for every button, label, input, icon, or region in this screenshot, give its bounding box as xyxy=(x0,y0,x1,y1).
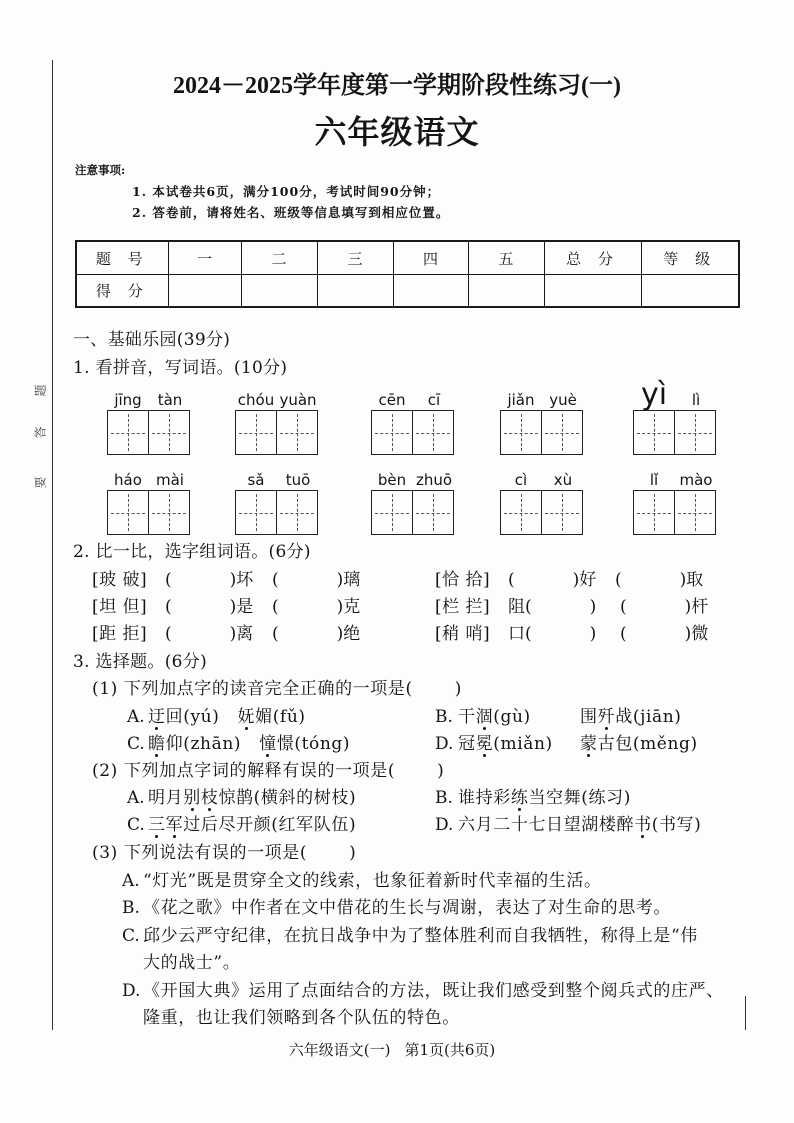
blank-prefix: ( xyxy=(272,624,279,644)
option-word: 围歼战(jiān) xyxy=(580,707,682,727)
emphasis-dot-char: 瞻 xyxy=(148,734,166,754)
writing-box xyxy=(371,490,413,535)
option-text: “灯光”既是贯穿全文的线索，也象征着新时代幸福的生活。 xyxy=(143,871,602,891)
emphasis-dot-char: 书 xyxy=(634,815,652,835)
compare-item xyxy=(92,622,360,646)
writing-box xyxy=(633,410,675,455)
option-label: D. xyxy=(435,734,454,754)
emphasis-dot-char: 歼 xyxy=(597,707,616,727)
question-title: 1. 看拼音，写词语。(10分) xyxy=(73,358,288,378)
option-b xyxy=(435,786,631,810)
writing-box xyxy=(276,410,318,455)
emphasis-dot-char: 三 xyxy=(148,815,166,835)
pinyin-syllable: chóu xyxy=(237,391,275,409)
pinyin-word xyxy=(235,386,319,455)
pinyin-syllable: yuè xyxy=(549,391,577,409)
score-table-header: 四 xyxy=(393,241,468,275)
pinyin-word xyxy=(500,386,584,455)
emphasis-dot-char: 妩 xyxy=(237,707,256,727)
pinyin-syllable: sǎ xyxy=(247,471,265,489)
pinyin-syllable: bèn xyxy=(377,471,407,489)
stem-text: (3) 下列说法有误的一项是( xyxy=(92,843,308,863)
score-table-header: 五 xyxy=(468,241,544,275)
char-pair: [距 拒] xyxy=(92,624,148,644)
emphasis-dot-char: 涸 xyxy=(475,707,494,727)
writing-box xyxy=(148,410,190,455)
pinyin-syllable: zhuō xyxy=(415,471,453,489)
option-text: 明月别枝惊鹊(横斜的树枝) xyxy=(148,788,357,808)
blank-suffix: )杆 xyxy=(684,597,709,617)
blank-suffix: )好 xyxy=(572,570,597,590)
writing-box xyxy=(500,490,542,535)
score-table-header: 等 级 xyxy=(641,241,739,275)
char-pair: [坦 但] xyxy=(92,597,148,617)
blank-suffix: )坏 xyxy=(229,570,254,590)
compare-item xyxy=(92,568,360,592)
stem-text: (1) 下列加点字的读音完全正确的一项是( xyxy=(92,679,413,699)
char-pair: [玻 破] xyxy=(92,570,148,590)
option-c xyxy=(127,813,356,837)
page-number: 第1页(共6页) xyxy=(404,1041,496,1059)
stem-close: ) xyxy=(349,843,357,863)
seal-line-char: 题 xyxy=(33,384,48,397)
emphasis-dot-char: 憧 xyxy=(259,734,277,754)
score-table-header: 二 xyxy=(241,241,317,275)
score-table-score-row xyxy=(76,275,739,308)
stem-close: ) xyxy=(437,761,445,781)
pinyin-syllable: yuàn xyxy=(279,391,317,409)
option-text: 邱少云严守纪律，在抗日战争中为了整体胜利而自我牺牲，称得上是“伟 xyxy=(143,926,698,946)
blank-suffix: )微 xyxy=(684,624,709,644)
score-table-header: 总 分 xyxy=(544,241,641,275)
blank-suffix: )取 xyxy=(679,570,704,590)
option-b xyxy=(122,896,671,920)
writing-box xyxy=(412,490,454,535)
pinyin-syllable: cì xyxy=(514,471,528,489)
sub-question-stem xyxy=(92,759,444,783)
option-text: 《花之歌》中作者在文中借花的生长与凋谢，表达了对生命的思考。 xyxy=(143,898,671,918)
blank-suffix: )是 xyxy=(229,597,254,617)
option-label: D. xyxy=(122,981,141,1001)
seal-line-char: 要 xyxy=(33,476,48,489)
pinyin-syllable: lǐ xyxy=(649,471,659,489)
option-text: 谁持彩练当空舞(练习) xyxy=(458,788,631,808)
option-label: B. xyxy=(435,707,453,727)
pinyin-syllable: mào xyxy=(679,471,713,489)
exam-title: 2024－2025学年度第一学期阶段性练习(一) xyxy=(173,73,621,99)
pinyin-syllable: lì xyxy=(691,391,701,409)
score-cell xyxy=(241,275,317,308)
seal-line xyxy=(52,60,53,1030)
pinyin-word xyxy=(235,466,319,535)
option-b xyxy=(435,705,682,729)
option-d xyxy=(122,979,724,1003)
option-label: C. xyxy=(122,926,140,946)
pinyin-syllable: cī xyxy=(427,391,441,409)
writing-box xyxy=(500,410,542,455)
writing-box xyxy=(107,490,149,535)
option-word: 妩媚(fǔ) xyxy=(237,707,306,727)
option-d xyxy=(435,732,698,756)
option-c xyxy=(122,924,698,948)
writing-box xyxy=(371,410,413,455)
notice-item: 2. 答卷前，请将姓名、班级等信息填写到相应位置。 xyxy=(132,205,450,220)
score-table-header: 一 xyxy=(168,241,241,275)
blank-suffix: )绝 xyxy=(336,624,361,644)
score-table-header: 题 号 xyxy=(76,241,168,275)
option-c xyxy=(127,732,350,756)
stem-text: (2) 下列加点字词的解释有误的一项是( xyxy=(92,761,396,781)
blank-suffix: ) xyxy=(589,624,597,644)
sub-question-stem xyxy=(92,677,462,701)
seal-line-char: 答 xyxy=(33,426,48,439)
sub-question-stem xyxy=(92,841,356,865)
score-cell xyxy=(468,275,544,308)
compare-item xyxy=(435,568,703,592)
blank-suffix: )璃 xyxy=(336,570,361,590)
pinyin-syllable: tuō xyxy=(285,471,311,489)
option-label: B. xyxy=(435,788,453,808)
blank-prefix: 阻( xyxy=(508,597,532,617)
option-word: 瞻仰(zhān) xyxy=(148,734,242,754)
writing-box xyxy=(107,410,149,455)
pinyin-word xyxy=(371,466,455,535)
score-cell xyxy=(317,275,393,308)
char-pair: [恰 拾] xyxy=(435,570,491,590)
pinyin-syllable: yì xyxy=(640,377,668,412)
emphasis-dot-char: 冕 xyxy=(475,734,494,754)
footer-subject: 六年级语文(一) xyxy=(288,1041,391,1059)
section-title: 一、基础乐园(39分) xyxy=(73,330,231,350)
blank-prefix: ( xyxy=(165,624,172,644)
writing-box xyxy=(412,410,454,455)
option-label: B. xyxy=(122,898,140,918)
emphasis-dot-char: 别 xyxy=(183,788,201,808)
writing-box xyxy=(148,490,190,535)
pinyin-word xyxy=(500,466,584,535)
option-d-continued: 隆重，也让我们领略到各个队伍的特色。 xyxy=(143,1008,460,1028)
subject-title: 六年级语文 xyxy=(314,113,480,151)
blank-prefix: ( xyxy=(508,570,515,590)
pinyin-syllable: háo xyxy=(114,471,142,489)
writing-box xyxy=(674,410,716,455)
option-label: C. xyxy=(127,734,145,754)
pinyin-word xyxy=(107,386,191,455)
emphasis-dot-char: 军 xyxy=(165,815,184,835)
score-table xyxy=(75,240,740,308)
writing-box xyxy=(674,490,716,535)
pinyin-syllable: xù xyxy=(553,471,573,489)
option-c-continued: 大的战士”。 xyxy=(143,953,241,973)
pinyin-syllable: cēn xyxy=(378,391,406,409)
option-word: 迂回(yú) xyxy=(148,707,220,727)
score-cell xyxy=(168,275,241,308)
option-d xyxy=(435,813,701,837)
compare-item xyxy=(92,595,360,619)
option-word: 蒙古包(měng) xyxy=(580,734,698,754)
blank-suffix: )克 xyxy=(336,597,361,617)
writing-box xyxy=(633,490,675,535)
option-a xyxy=(122,869,602,893)
score-row-label: 得 分 xyxy=(76,275,168,308)
option-label: D. xyxy=(435,815,454,835)
pinyin-word xyxy=(371,386,455,455)
option-label: C. xyxy=(127,815,145,835)
blank-prefix: ( xyxy=(272,597,279,617)
pinyin-syllable: jiǎn xyxy=(507,391,535,409)
emphasis-dot-char: 迂 xyxy=(148,707,166,727)
emphasis-dot-char: 练 xyxy=(510,788,529,808)
score-table-header-row xyxy=(76,241,739,275)
option-text: 《开国大典》运用了点面结合的方法，既让我们感受到整个阅兵式的庄严、 xyxy=(143,981,724,1001)
option-word: 冠冕(miǎn) xyxy=(458,734,553,754)
option-text: 三军过后尽开颜(红军队伍) xyxy=(148,815,357,835)
writing-box xyxy=(541,410,583,455)
char-pair: [稍 哨] xyxy=(435,624,491,644)
pinyin-word xyxy=(633,466,717,535)
pinyin-syllable: mài xyxy=(156,471,184,489)
pinyin-word xyxy=(107,466,191,535)
notice-label: 注意事项: xyxy=(75,163,126,177)
score-cell xyxy=(641,275,739,308)
option-a xyxy=(127,786,356,810)
emphasis-dot-char: 蒙 xyxy=(580,734,598,754)
blank-suffix: ) xyxy=(589,597,597,617)
blank-prefix: ( xyxy=(165,570,172,590)
page-footer xyxy=(0,1038,784,1062)
option-a xyxy=(127,705,306,729)
char-pair: [栏 拦] xyxy=(435,597,491,617)
blank-prefix: ( xyxy=(615,570,622,590)
option-label: A. xyxy=(122,871,140,891)
blank-prefix: 口( xyxy=(508,624,532,644)
blank-prefix: ( xyxy=(272,570,279,590)
score-cell xyxy=(393,275,468,308)
option-text: 六月二十七日望湖楼醉书(书写) xyxy=(458,815,702,835)
blank-prefix: ( xyxy=(620,597,627,617)
blank-prefix: ( xyxy=(165,597,172,617)
writing-box xyxy=(235,490,277,535)
stem-close: ) xyxy=(454,679,462,699)
question-title: 2. 比一比，选字组词语。(6分) xyxy=(73,542,311,562)
compare-item xyxy=(435,622,708,646)
score-table-header: 三 xyxy=(317,241,393,275)
blank-prefix: ( xyxy=(620,624,627,644)
option-label: A. xyxy=(127,707,145,727)
emphasis-dot-char: 枝 xyxy=(200,788,219,808)
option-label: A. xyxy=(127,788,145,808)
option-word: 干涸(gù) xyxy=(458,707,531,727)
compare-item xyxy=(435,595,708,619)
writing-box xyxy=(276,490,318,535)
right-margin-line xyxy=(745,996,746,1030)
notice-item: 1. 本试卷共6页，满分100分，考试时间90分钟； xyxy=(132,184,441,199)
writing-box xyxy=(541,490,583,535)
score-cell xyxy=(544,275,641,308)
blank-suffix: )离 xyxy=(229,624,254,644)
pinyin-word xyxy=(633,377,717,455)
option-word: 憧憬(tóng) xyxy=(259,734,351,754)
pinyin-syllable: jīng xyxy=(114,391,142,409)
question-title: 3. 选择题。(6分) xyxy=(73,652,208,672)
pinyin-syllable: tàn xyxy=(157,391,183,409)
writing-box xyxy=(235,410,277,455)
